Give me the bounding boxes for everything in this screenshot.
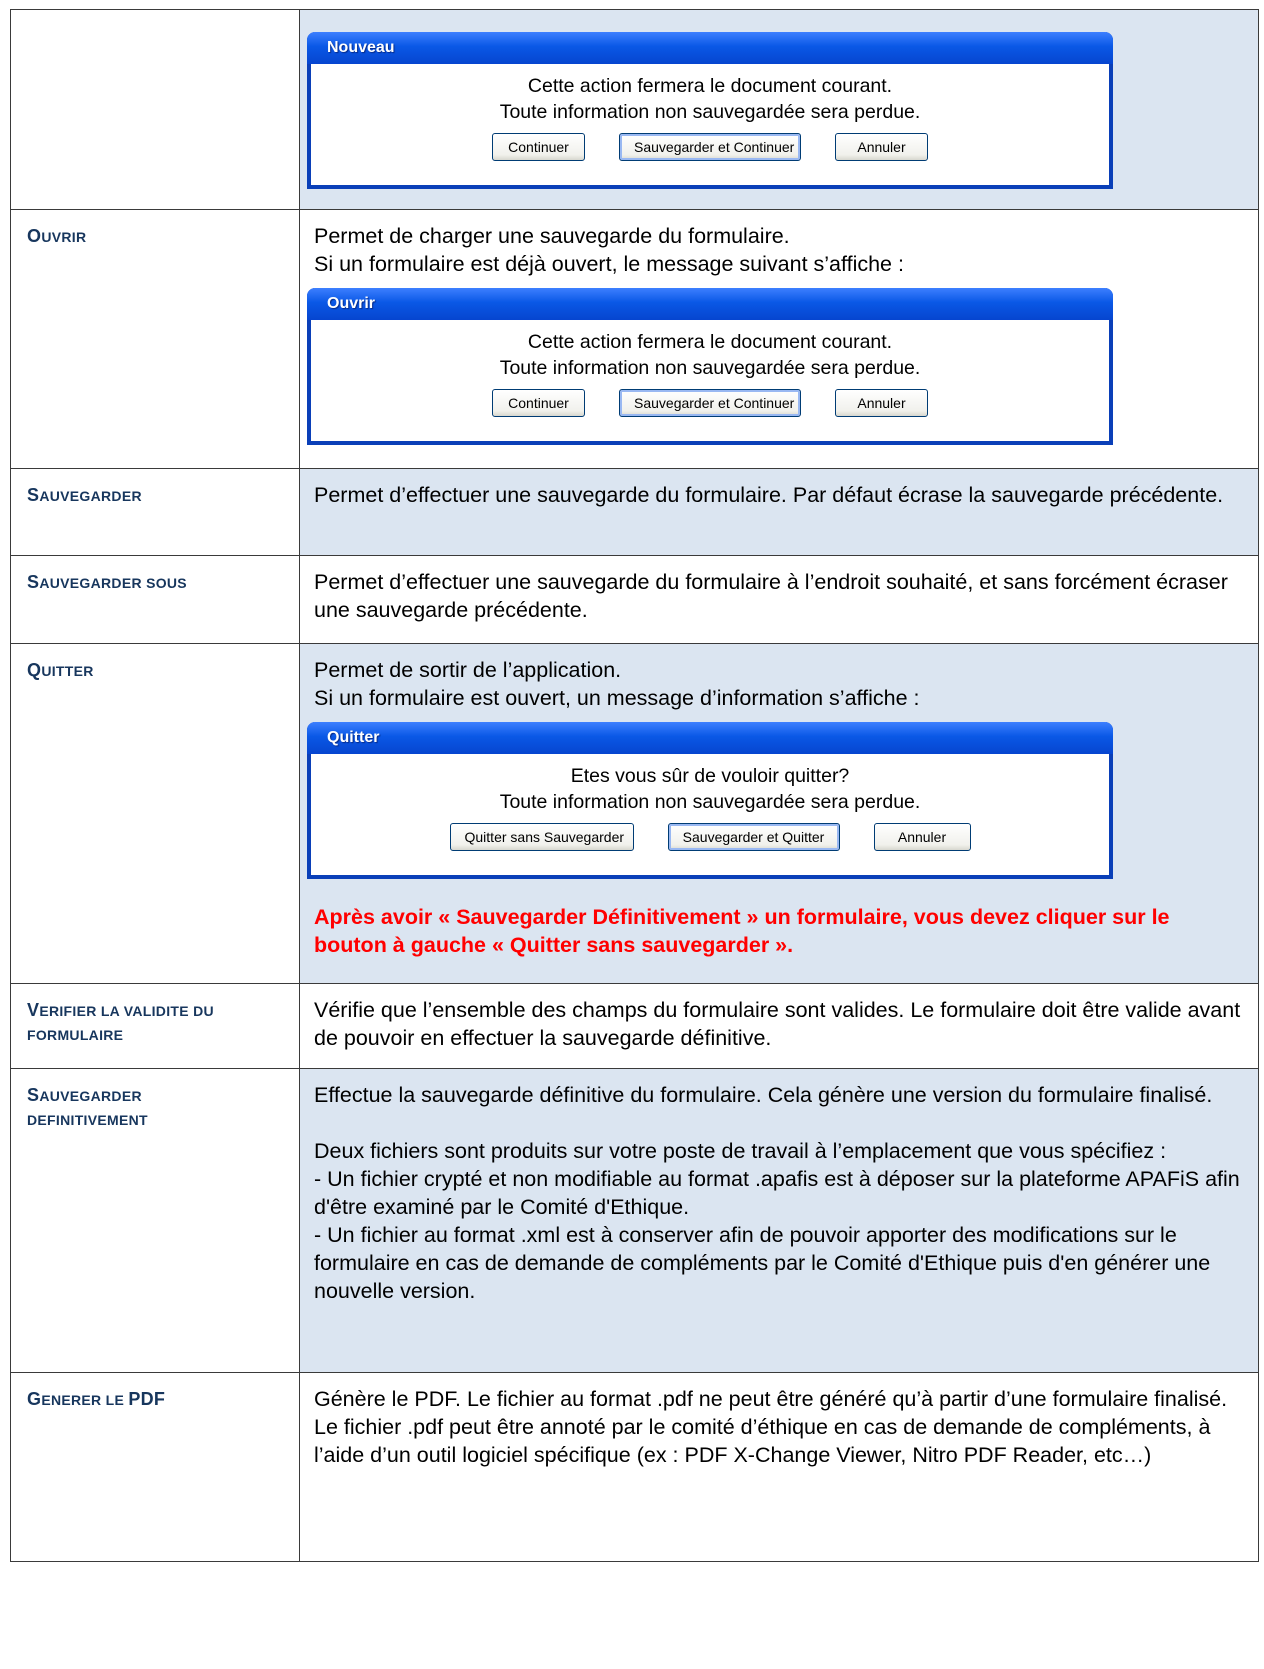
description-text: Génère le PDF. Le fichier au format .pdf ne peut être généré qu’à partir d’une formulaire finalisé.	[314, 1387, 1228, 1411]
row-label-quitter: QUITTER	[27, 660, 94, 680]
table-row	[11, 10, 1259, 210]
table-row	[11, 644, 1259, 984]
cancel-button[interactable]: Annuler	[835, 389, 928, 417]
save-and-quit-button[interactable]: Sauvegarder et Quitter	[668, 823, 840, 851]
row-label-generer-pdf: GENERER LE PDF	[27, 1389, 166, 1409]
description-text: Effectue la sauvegarde définitive du formulaire. Cela génère une version du formulaire finalisé.	[314, 1083, 1213, 1107]
row-label-cell	[11, 1069, 300, 1373]
description-text: Permet de sortir de l’application.	[314, 658, 622, 682]
row-label-cell	[11, 1373, 300, 1562]
table-row	[11, 556, 1259, 644]
row-description-cell	[300, 1069, 1259, 1373]
description-text: - Un fichier crypté et non modifiable au format .apafis est à déposer sur la plateforme APAFiS afin d'être examiné par le Comité d'Ethique.	[314, 1167, 1240, 1219]
dialog-title: Nouveau	[307, 32, 1113, 64]
row-label-cell	[11, 644, 300, 984]
row-label-cell	[11, 10, 300, 210]
dialog-message-line: Toute information non sauvegardée sera perdue.	[499, 791, 921, 813]
dialog-message-line: Etes vous sûr de vouloir quitter?	[570, 765, 850, 787]
dialog-message-line: Toute information non sauvegardée sera perdue.	[499, 101, 921, 123]
cancel-button[interactable]: Annuler	[874, 823, 971, 851]
row-description-cell	[300, 1373, 1259, 1562]
row-label-sauvegarder-definitivement: SAUVEGARDER DEFINITIVEMENT	[27, 1085, 148, 1128]
description-text: Le fichier .pdf peut être annoté par le comité d’éthique en cas de demande de compléments, à l’aide d’un outil logiciel spécifique (ex : PDF X-Change Viewer, Nitro PDF Reader, etc…)	[314, 1415, 1211, 1467]
row-label-verifier: VERIFIER LA VALIDITE DU FORMULAIRE	[27, 1000, 214, 1043]
ouvrir-dialog	[307, 288, 1113, 445]
quit-without-saving-button[interactable]: Quitter sans Sauvegarder	[450, 823, 634, 851]
dialog-message-line: Cette action fermera le document courant.	[527, 75, 893, 97]
row-description-cell	[300, 10, 1259, 210]
nouveau-dialog	[307, 32, 1113, 189]
quitter-dialog	[307, 722, 1113, 879]
row-description-cell	[300, 644, 1259, 984]
row-label-sauvegarder: SAUVEGARDER	[27, 485, 142, 505]
dialog-message-line: Cette action fermera le document courant.	[527, 331, 893, 353]
row-description-cell	[300, 556, 1259, 644]
row-description-cell	[300, 469, 1259, 556]
menu-description-table	[10, 9, 1259, 1562]
description-text: Permet de charger une sauvegarde du formulaire.	[314, 224, 790, 248]
description-text: Deux fichiers sont produits sur votre poste de travail à l’emplacement que vous spécifiez :	[314, 1139, 1167, 1163]
dialog-message-line: Toute information non sauvegardée sera perdue.	[499, 357, 921, 379]
table-row	[11, 210, 1259, 469]
row-description-cell	[300, 210, 1259, 469]
description-text: Vérifie que l’ensemble des champs du formulaire sont valides. Le formulaire doit être valide avant de pouvoir en effectuer la sauvegarde définitive.	[314, 998, 1241, 1050]
table-row	[11, 1373, 1259, 1562]
row-label-ouvrir: OUVRIR	[27, 226, 87, 246]
table-row	[11, 984, 1259, 1069]
row-label-cell	[11, 984, 300, 1069]
save-and-continue-button[interactable]: Sauvegarder et Continuer	[619, 133, 801, 161]
row-label-cell	[11, 469, 300, 556]
table-row	[11, 469, 1259, 556]
row-description-cell	[300, 984, 1259, 1069]
description-text: Permet d’effectuer une sauvegarde du formulaire à l’endroit souhaité, et sans forcément écraser une sauvegarde précédente.	[314, 570, 1228, 622]
description-text: Si un formulaire est ouvert, un message d’information s’affiche :	[314, 686, 920, 710]
dialog-title: Ouvrir	[307, 288, 1113, 320]
row-label-cell	[11, 210, 300, 469]
warning-text: Après avoir « Sauvegarder Définitivement » un formulaire, vous devez cliquer sur le bouton à gauche « Quitter sans sauvegarder ».	[314, 905, 1170, 957]
description-text: Permet d’effectuer une sauvegarde du formulaire. Par défaut écrase la sauvegarde précédente.	[314, 483, 1224, 507]
save-and-continue-button[interactable]: Sauvegarder et Continuer	[619, 389, 801, 417]
cancel-button[interactable]: Annuler	[835, 133, 928, 161]
row-label-sauvegarder-sous: SAUVEGARDER SOUS	[27, 572, 187, 592]
description-text: Si un formulaire est déjà ouvert, le message suivant s’affiche :	[314, 252, 904, 276]
continue-button[interactable]: Continuer	[492, 389, 585, 417]
row-label-cell	[11, 556, 300, 644]
continue-button[interactable]: Continuer	[492, 133, 585, 161]
description-text: - Un fichier au format .xml est à conserver afin de pouvoir apporter des modifications sur le formulaire en cas de demande de compléments par le Comité d'Ethique puis d'en générer une nouvelle version.	[314, 1223, 1211, 1303]
dialog-title: Quitter	[307, 722, 1113, 754]
table-row	[11, 1069, 1259, 1373]
